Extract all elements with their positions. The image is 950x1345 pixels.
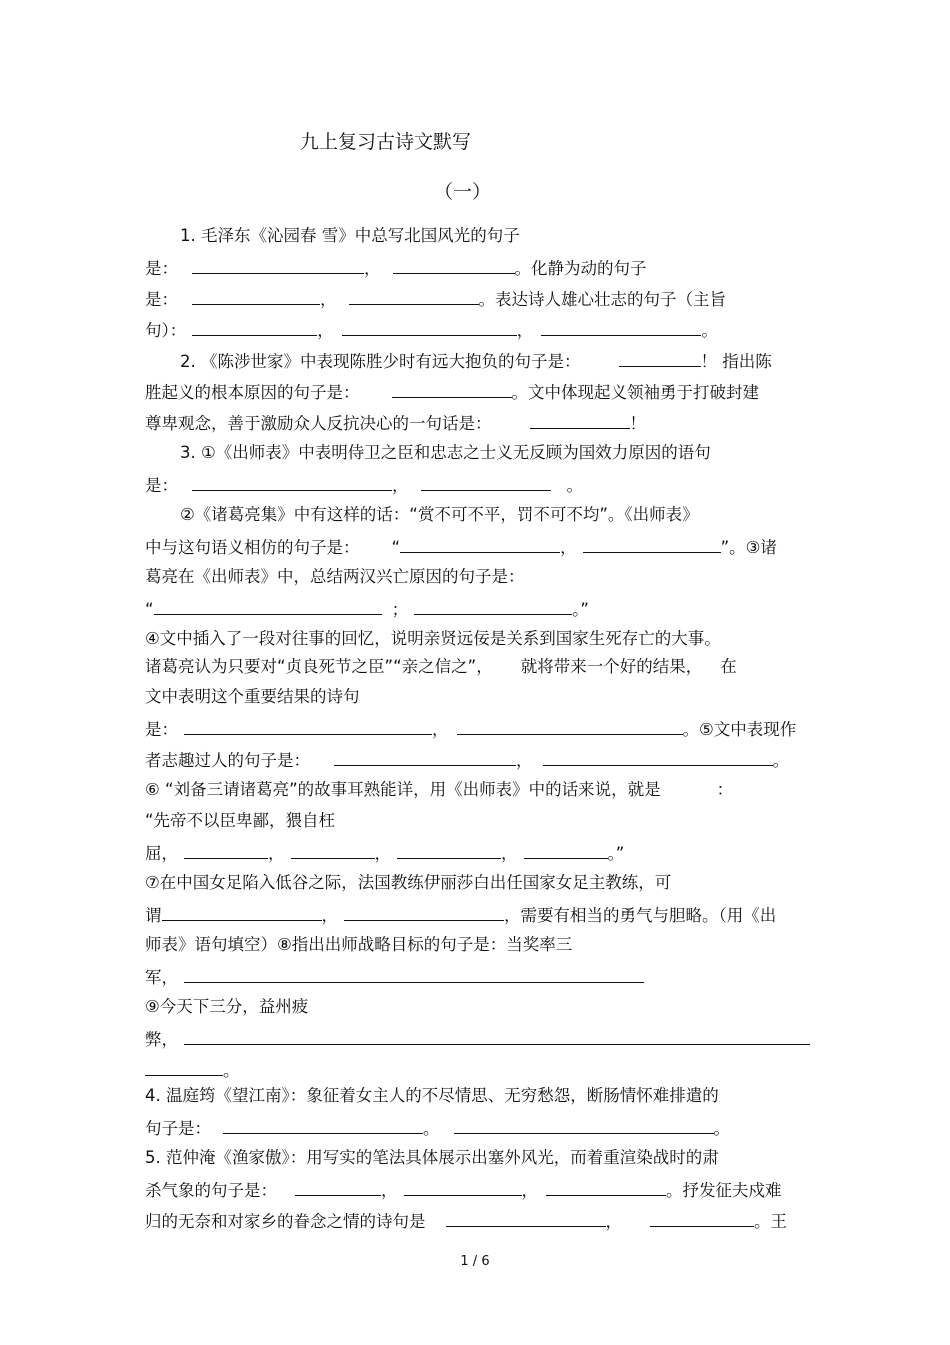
text-line: 归的无奈和对家乡的眷念之情的诗句是 ， 。王 [145, 1209, 787, 1233]
text-line: 葛亮在《出师表》中，总结两汉兴亡原因的句子是： [145, 567, 525, 586]
text-line: 。 [145, 1058, 240, 1082]
text-line: ⑥ “刘备三请诸葛亮”的故事耳熟能详，用《出师表》中的话来说，就是 ： [145, 780, 734, 799]
answer-blank[interactable] [349, 287, 479, 305]
answer-blank[interactable] [457, 717, 683, 735]
answer-blank[interactable] [291, 841, 375, 859]
text-line: ④文中插入了一段对往事的回忆，说明亲贤远佞是关系到国家生死存亡的大事。 [145, 629, 721, 648]
text-line: 2. 《陈涉世家》中表现陈胜少时有远大抱负的句子是： ！ 指出陈 [180, 349, 772, 373]
answer-blank[interactable] [342, 318, 517, 336]
answer-blank[interactable] [154, 597, 382, 615]
answer-blank[interactable] [145, 1058, 223, 1076]
text-line: 胜起义的根本原因的句子是： 。文中体现起义领袖勇于打破封建 [145, 380, 759, 404]
text-line: 尊卑观念，善于激励众人反抗决心的一句话是： ！ [145, 411, 646, 435]
text-line: 者志趣过人的句子是： ， 。 [145, 748, 789, 772]
text-line: 诸葛亮认为只要对“贞良死节之臣”“亲之信之”， 就将带来一个好的结果， 在 [145, 657, 737, 676]
answer-blank[interactable] [192, 287, 320, 305]
text-line: 句）： ， ， 。 [145, 318, 718, 342]
answer-blank[interactable] [184, 841, 268, 859]
text-line: 是： ， 。表达诗人雄心壮志的句子（主旨 [145, 287, 726, 311]
answer-blank[interactable] [541, 318, 701, 336]
text-line: 弊， [145, 1027, 810, 1051]
text-line: ⑨今天下三分，益州疲 [145, 997, 309, 1016]
answer-blank[interactable] [184, 1027, 810, 1045]
answer-blank[interactable] [530, 411, 630, 429]
document-title: 九上复习古诗文默写 [300, 131, 472, 153]
answer-blank[interactable] [583, 535, 721, 553]
answer-blank[interactable] [397, 841, 501, 859]
text-line: ⑦在中国女足陷入低谷之际，法国教练伊丽莎白出任国家女足主教练，可 [145, 873, 672, 892]
text-line: 中与这句语义相仿的句子是： “ ， ”。③诸 [145, 535, 777, 559]
text-line: 军， [145, 965, 644, 989]
answer-blank[interactable] [400, 535, 560, 553]
text-line: “先帝不以臣卑鄙，猥自枉 [145, 811, 336, 830]
answer-blank[interactable] [421, 473, 551, 491]
answer-blank[interactable] [392, 380, 512, 398]
answer-blank[interactable] [524, 841, 608, 859]
text-line: 师表》语句填空）⑧指出出师战略目标的句子是：当奖率三 [145, 935, 573, 954]
text-line: 谓 ， ，需要有相当的勇气与胆略。（用《出 [145, 903, 776, 927]
text-line: 4. 温庭筠《望江南》：象征着女主人的不尽情思、无穷愁怨，断肠情怀难排遣的 [145, 1086, 719, 1105]
answer-blank[interactable] [414, 597, 572, 615]
answer-blank[interactable] [619, 349, 701, 367]
text-line: 屈， ， ， ， 。” [145, 841, 624, 865]
answer-blank[interactable] [344, 903, 504, 921]
answer-blank[interactable] [184, 965, 644, 983]
page-number: 1 / 6 [460, 1254, 490, 1269]
text-line: 是： ， 。 [145, 473, 583, 497]
text-line: 1. 毛泽东《沁园春 雪》中总写北国风光的句子 [180, 226, 520, 245]
text-line: 是： ， 。⑤文中表现作 [145, 717, 796, 741]
answer-blank[interactable] [446, 1209, 606, 1227]
answer-blank[interactable] [543, 748, 773, 766]
answer-blank[interactable] [192, 318, 317, 336]
text-line: “ ； 。” [145, 597, 589, 621]
answer-blank[interactable] [192, 473, 392, 491]
text-line: ②《诸葛亮集》中有这样的话：“赏不可不平，罚不可不均”。《出师表》 [180, 505, 699, 524]
answer-blank[interactable] [546, 1178, 666, 1196]
text-line: 句子是： 。 。 [145, 1116, 730, 1140]
text-line: 是： ， 。化静为动的句子 [145, 256, 647, 280]
answer-blank[interactable] [393, 256, 515, 274]
section-heading: （一） [434, 181, 492, 203]
answer-blank[interactable] [192, 256, 364, 274]
text-line: 5. 范仲淹《渔家傲》：用写实的笔法具体展示出塞外风光，而着重渲染战时的肃 [145, 1148, 719, 1167]
text-line: 3. ①《出师表》中表明侍卫之臣和忠志之士义无反顾为国效力原因的语句 [180, 443, 711, 462]
answer-blank[interactable] [404, 1178, 522, 1196]
answer-blank[interactable] [184, 717, 432, 735]
text-line: 杀气象的句子是： ， ， 。抒发征夫戍难 [145, 1178, 782, 1202]
answer-blank[interactable] [454, 1116, 714, 1134]
text-line: 文中表明这个重要结果的诗句 [145, 687, 360, 706]
answer-blank[interactable] [334, 748, 516, 766]
answer-blank[interactable] [162, 903, 322, 921]
answer-blank[interactable] [223, 1116, 423, 1134]
answer-blank[interactable] [295, 1178, 381, 1196]
answer-blank[interactable] [650, 1209, 754, 1227]
